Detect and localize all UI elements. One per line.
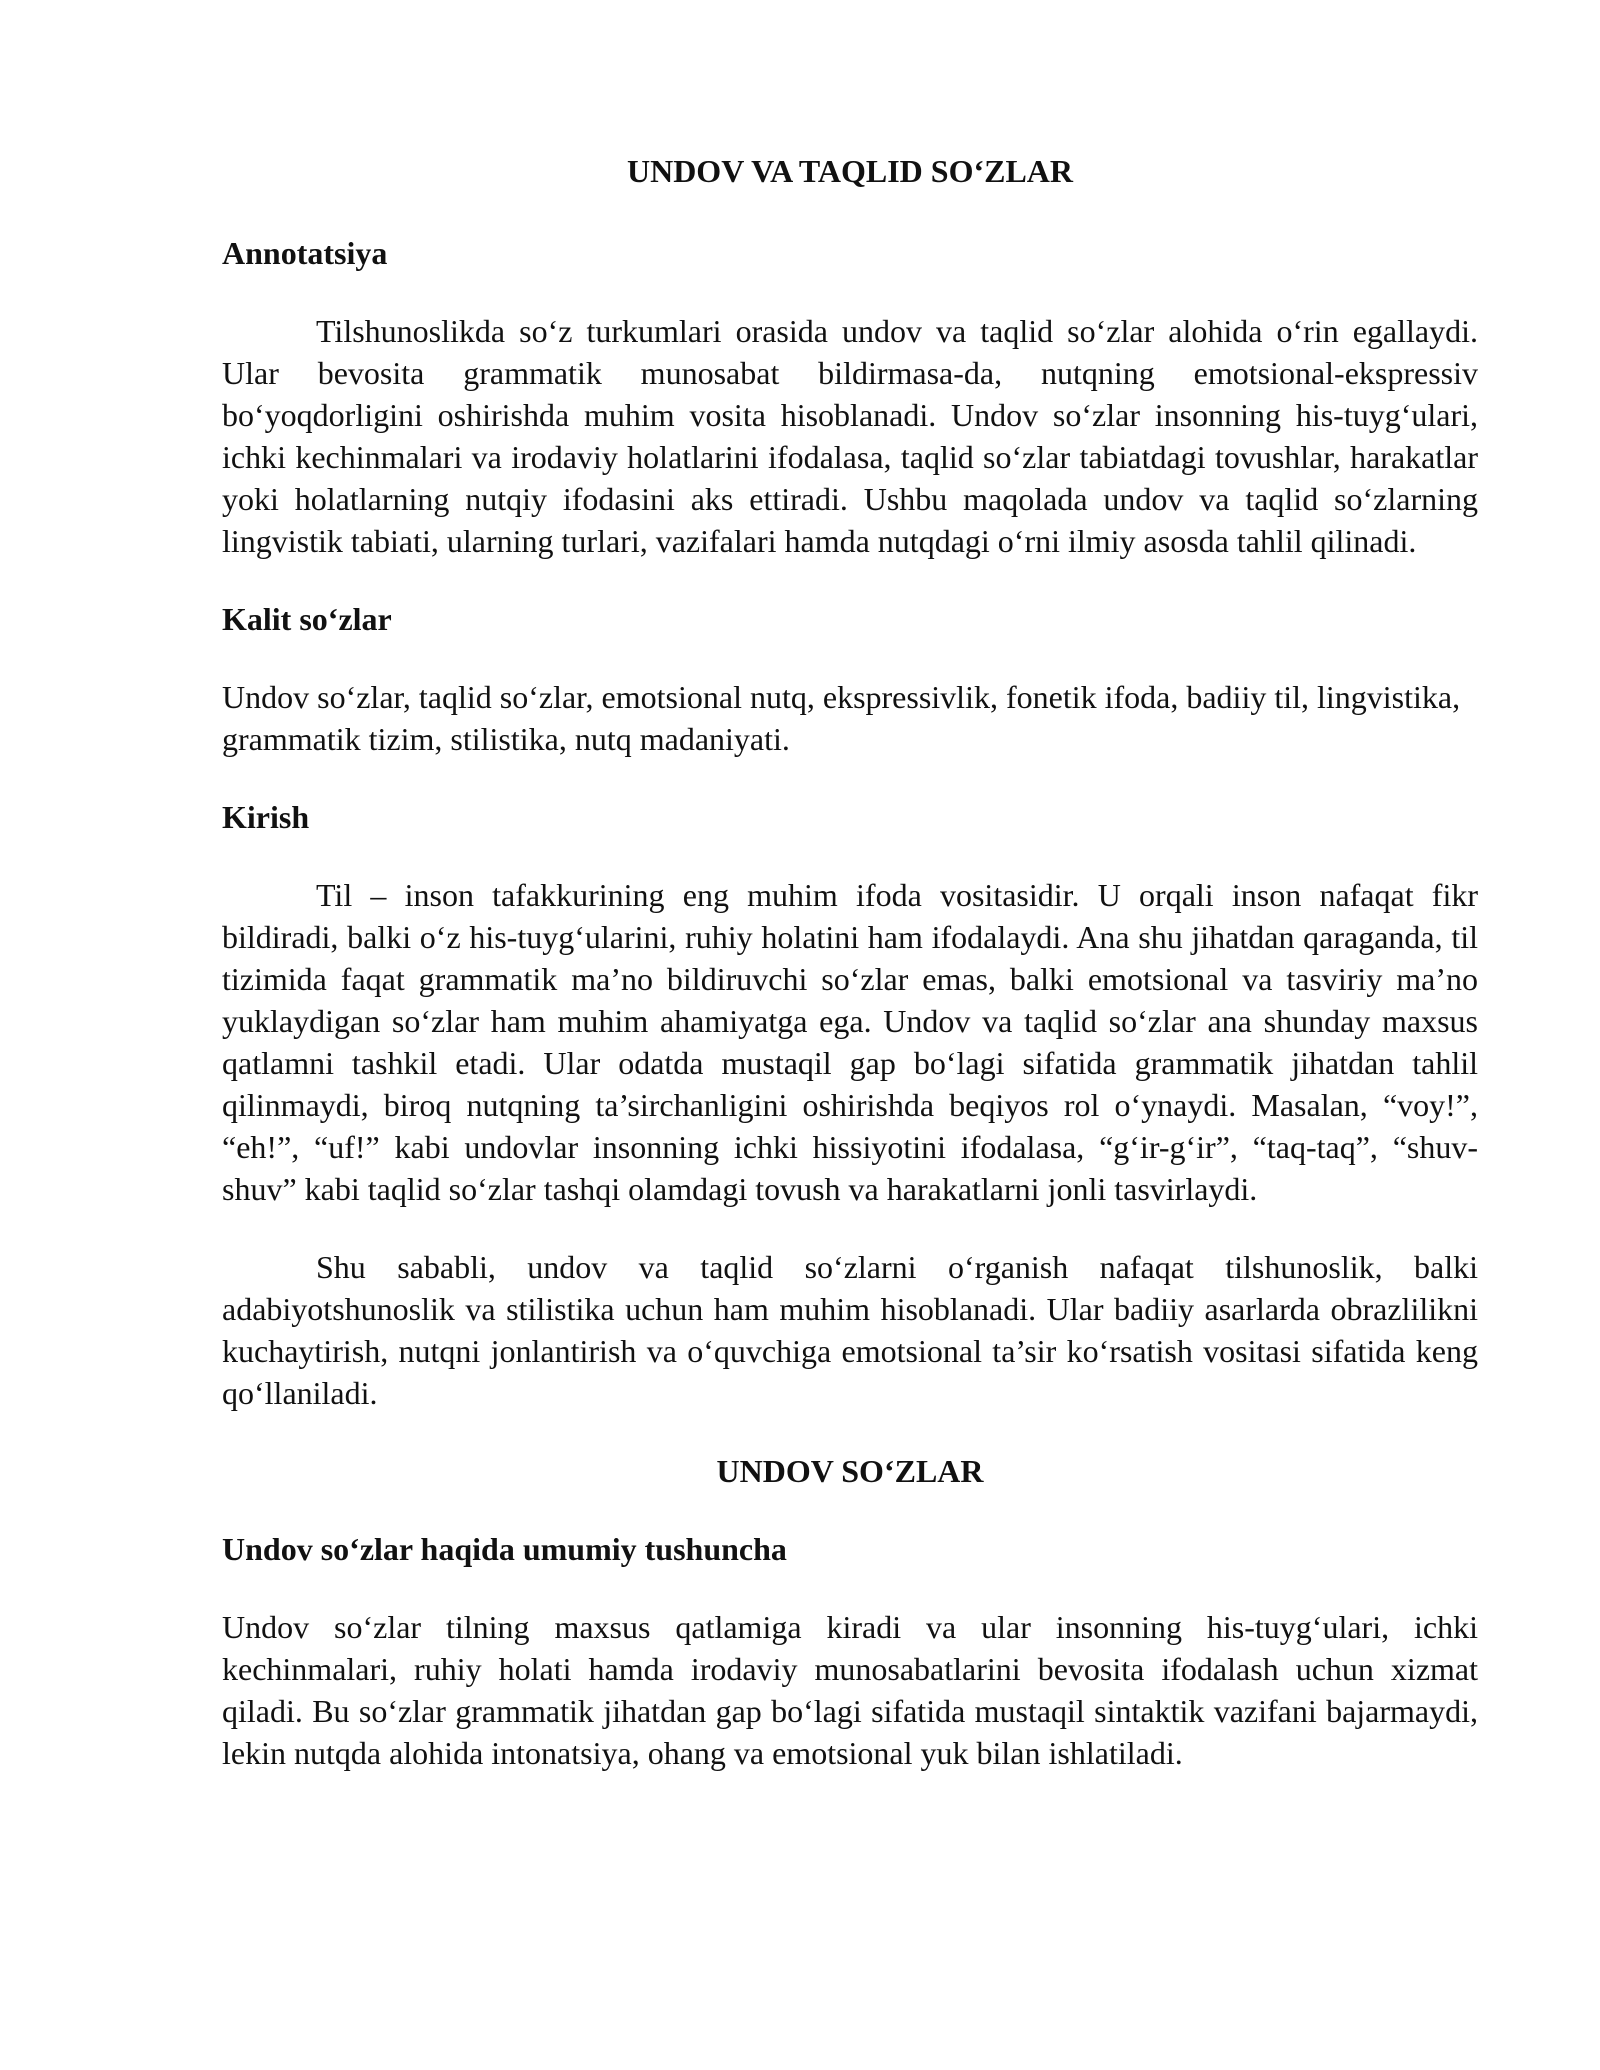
undov-paragraph: Undov so‘zlar tilning maxsus qatlamiga kiradi va ular insonning his-tuyg‘ulari, ichki kechinmalari, ruhiy holati hamda irodaviy munosabatlarini bevosita ifodalash uchun xizmat qiladi. Bu so‘zlar grammatik jihatdan gap bo‘lagi sifatida mustaqil sintaktik vazifani bajarmaydi, lekin nutqda alohida intonatsiya, ohang va emotsional yuk bilan ishlatiladi. [222, 1609, 1478, 1771]
keywords-heading: Kalit so‘zlar [222, 601, 392, 637]
annotation-heading: Annotatsiya [222, 235, 388, 271]
undov-section-heading: UNDOV SO‘ZLAR [716, 1453, 984, 1489]
keywords-paragraph: Undov so‘zlar, taqlid so‘zlar, emotsional nutq, ekspressivlik, fonetik ifoda, badiiy til, lingvistika, grammatik tizim, stilistika, nutq madaniyati. [222, 679, 1461, 757]
introduction-paragraph-2: Shu sababli, undov va taqlid so‘zlarni o‘rganish nafaqat tilshunoslik, balki adabiyotshunoslik va stilistika uchun ham muhim hisoblanadi. Ular badiiy asarlarda obrazlilikni kuchaytirish, nutqni jonlantirish va o‘quvchiga emotsional ta’sir ko‘rsatish vositasi sifatida keng qo‘llaniladi. [222, 1249, 1478, 1411]
undov-subheading: Undov so‘zlar haqida umumiy tushuncha [222, 1531, 787, 1567]
introduction-heading: Kirish [222, 799, 310, 835]
document-title: UNDOV VA TAQLID SO‘ZLAR [626, 153, 1074, 189]
document-page [222, 150, 1478, 1810]
introduction-paragraph-1: Til – inson tafakkurining eng muhim ifoda vositasidir. U orqali inson nafaqat fikr bildiradi, balki o‘z his-tuyg‘ularini, ruhiy holatini ham ifodalaydi. Ana shu jihatdan qaraganda, til tizimida faqat grammatik ma’no bildiruvchi so‘zlar emas, balki emotsional va tasviriy ma’no yuklaydigan so‘zlar ham muhim ahamiyatga ega. Undov va taqlid so‘zlar ana shunday maxsus qatlamni tashkil etadi. Ular odatda mustaqil gap bo‘lagi sifatida grammatik jihatdan tahlil qilinmaydi, biroq nutqning ta’sirchanligini oshirishda beqiyos rol o‘ynaydi. Masalan, “voy!”, “eh!”, “uf!” kabi undovlar insonning ichki hissiyotini ifodalasa, “g‘ir-g‘ir”, “taq-taq”, “shuv-shuv” kabi taqlid so‘zlar tashqi olamdagi tovush va harakatlarni jonli tasvirlaydi. [222, 877, 1478, 1207]
annotation-paragraph: Tilshunoslikda so‘z turkumlari orasida undov va taqlid so‘zlar alohida o‘rin egallaydi. Ular bevosita grammatik munosabat bildirmasa-da, nutqning emotsional-ekspressiv bo‘yoqdorligini oshirishda muhim vosita hisoblanadi. Undov so‘zlar insonning his-tuyg‘ulari, ichki kechinmalari va irodaviy holatlarini ifodalasa, taqlid so‘zlar tabiatdagi tovushlar, harakatlar yoki holatlarning nutqiy ifodasini aks ettiradi. Ushbu maqolada undov va taqlid so‘zlarning lingvistik tabiati, ularning turlari, vazifalari hamda nutqdagi o‘rni ilmiy asosda tahlil qilinadi. [222, 313, 1478, 559]
